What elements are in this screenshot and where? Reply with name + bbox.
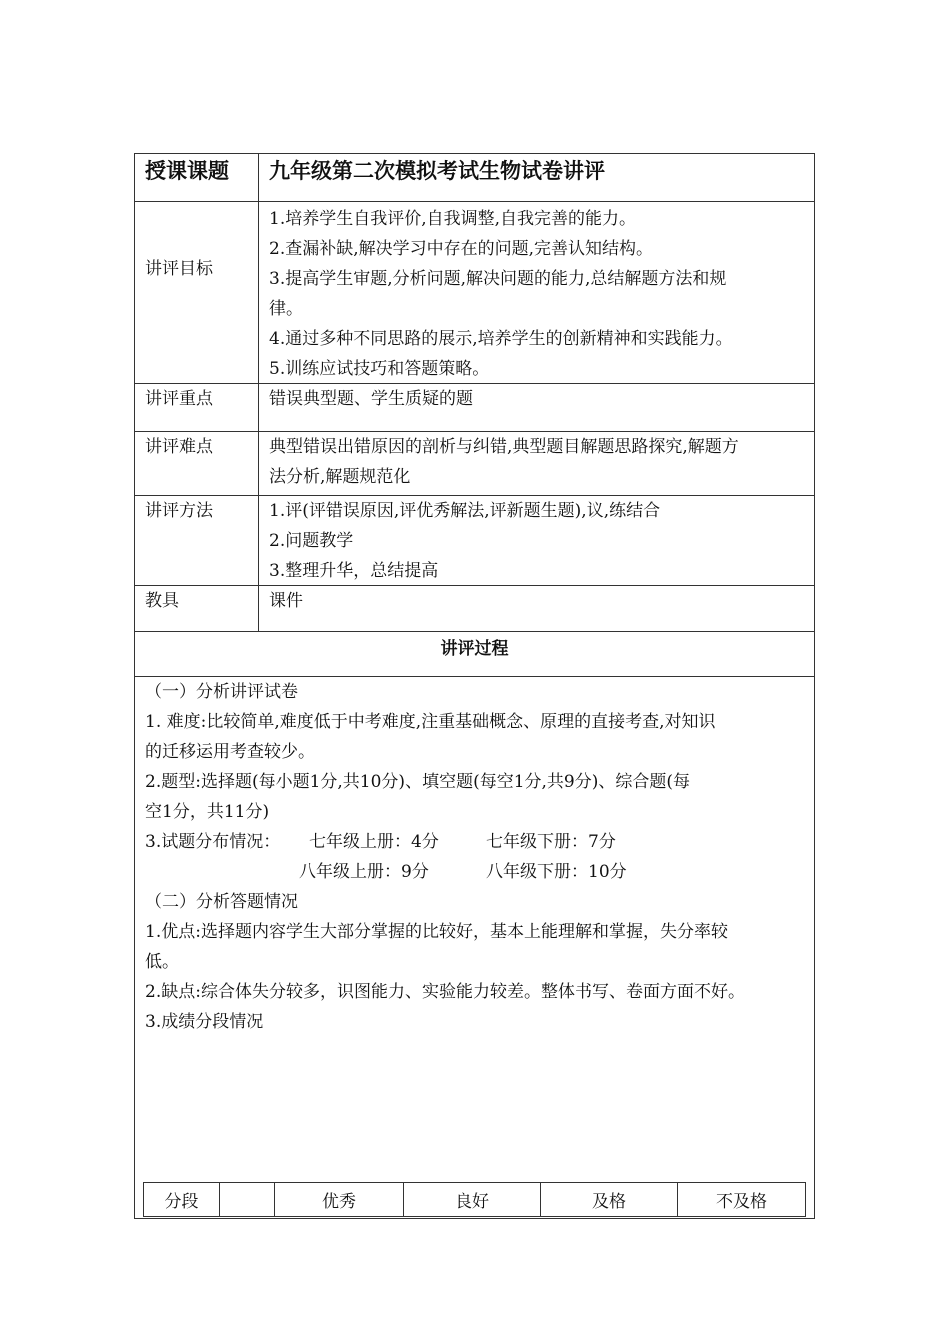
method-value bbox=[259, 496, 814, 585]
objectives-value bbox=[259, 202, 814, 383]
method-item: 1.评(评错误原因,评优秀解法,评新题生题),议,练结合 bbox=[269, 501, 661, 521]
objective-item: 2.查漏补缺,解决学习中存在的问题,完善认知结构。 bbox=[269, 239, 654, 259]
process-line: （一）分析讲评试卷 bbox=[145, 682, 298, 702]
objective-item: 4.通过多种不同思路的展示,培养学生的创新精神和实践能力。 bbox=[269, 329, 733, 349]
table-header-cell: 优秀 bbox=[275, 1183, 404, 1217]
table-header-cell: 及格 bbox=[541, 1183, 678, 1217]
process-body bbox=[135, 677, 814, 1037]
table-row bbox=[144, 1183, 806, 1217]
objectives-row bbox=[135, 202, 814, 384]
process-line: （二）分析答题情况 bbox=[145, 892, 298, 912]
objective-item: 律。 bbox=[269, 299, 303, 319]
process-line: 1. 难度:比较简单,难度低于中考难度,注重基础概念、原理的直接考查,对知识 bbox=[145, 712, 716, 732]
process-line: 1.优点:选择题内容学生大部分掌握的比较好，基本上能理解和掌握，失分率较 bbox=[145, 922, 728, 942]
difficulty-line: 法分析,解题规范化 bbox=[269, 467, 411, 487]
method-item: 3.整理升华，总结提高 bbox=[269, 561, 439, 581]
table-header-cell: 良好 bbox=[404, 1183, 541, 1217]
focus-value: 错误典型题、学生质疑的题 bbox=[269, 389, 473, 409]
objective-item: 3.提高学生审题,分析问题,解决问题的能力,总结解题方法和规 bbox=[269, 269, 727, 289]
difficulty-label: 讲评难点 bbox=[135, 432, 259, 495]
table-header-cell bbox=[220, 1183, 275, 1217]
difficulty-value bbox=[259, 432, 814, 495]
title-row bbox=[135, 154, 814, 202]
process-line: 2.题型:选择题(每小题1分,共10分)、填空题(每空1分,共9分)、综合题(每 bbox=[145, 772, 690, 792]
tools-label: 教具 bbox=[135, 586, 259, 631]
method-item: 2.问题教学 bbox=[269, 531, 354, 551]
process-line: 空1分，共11分) bbox=[145, 802, 270, 822]
method-row bbox=[135, 496, 814, 586]
title-value: 九年级第二次模拟考试生物试卷讲评 bbox=[269, 158, 605, 183]
process-line: 3.成绩分段情况 bbox=[145, 1012, 264, 1032]
process-line: 的迁移运用考查较少。 bbox=[145, 742, 315, 762]
focus-row bbox=[135, 384, 814, 432]
process-line: 低。 bbox=[145, 952, 179, 972]
distribution-row-2 bbox=[145, 857, 808, 887]
grade7-first-term: 七年级上册：4分 bbox=[309, 832, 439, 852]
method-label: 讲评方法 bbox=[135, 496, 259, 585]
distribution-label: 3.试题分布情况： bbox=[145, 832, 281, 852]
objectives-label: 讲评目标 bbox=[135, 202, 259, 383]
process-heading: 讲评过程 bbox=[135, 632, 814, 677]
table-header-cell: 不及格 bbox=[678, 1183, 806, 1217]
grade8-second-term: 八年级下册：10分 bbox=[486, 862, 627, 882]
lesson-plan-table bbox=[134, 153, 815, 1219]
difficulty-line: 典型错误出错原因的剖析与纠错,典型题目解题思路探究,解题方 bbox=[269, 437, 739, 457]
table-header-cell: 分段 bbox=[144, 1183, 220, 1217]
title-label: 授课课题 bbox=[135, 154, 259, 201]
grade8-first-term: 八年级上册：9分 bbox=[299, 862, 429, 882]
difficulty-row bbox=[135, 432, 814, 496]
focus-label: 讲评重点 bbox=[135, 384, 259, 431]
objective-item: 5.训练应试技巧和答题策略。 bbox=[269, 359, 490, 379]
grade7-second-term: 七年级下册：7分 bbox=[486, 832, 616, 852]
distribution-row-1 bbox=[145, 827, 808, 857]
process-line: 2.缺点:综合体失分较多，识图能力、实验能力较差。整体书写、卷面方面不好。 bbox=[145, 982, 745, 1002]
objective-item: 1.培养学生自我评价,自我调整,自我完善的能力。 bbox=[269, 209, 637, 229]
score-distribution-table bbox=[143, 1182, 806, 1217]
tools-value: 课件 bbox=[269, 591, 303, 611]
tools-row bbox=[135, 586, 814, 632]
